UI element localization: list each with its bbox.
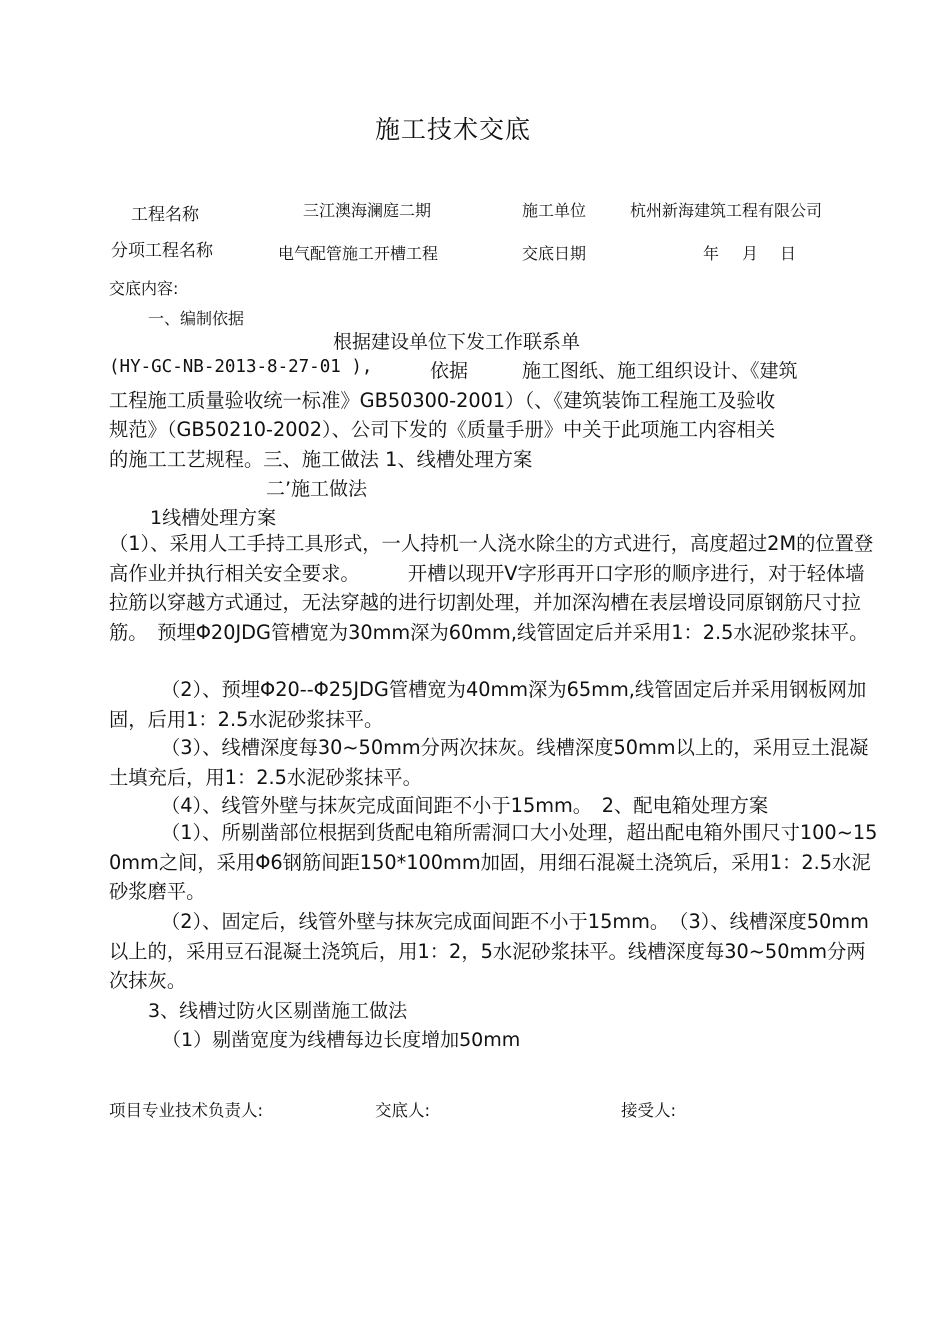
briefer-signature-label: 交底人:	[375, 1101, 431, 1120]
sub-project-label: 分项工程名称	[111, 241, 213, 261]
page-title: 施工技术交底	[374, 115, 531, 144]
basis-line-3: 工程施工质量验收统一标准》GB50300-2001）（、《建筑装饰工程施工及验收	[109, 389, 776, 412]
date-year: 年	[703, 244, 720, 263]
paragraph-7: （1）剔凿宽度为线槽每边长度增加50mm	[162, 1029, 521, 1051]
paragraph-5: （1）、所剔凿部位根据到货配电箱所需洞口大小处理，超出配电箱外围尺寸100~150mm之间，采用Φ6钢筋间距150*100mm加固，用细石混凝土浇筑后，采用1：2.5水泥砂浆磨平。	[109, 821, 878, 904]
project-name-label: 工程名称	[131, 205, 199, 225]
section-basis-heading: 一、编制依据	[148, 309, 245, 328]
basis-according: 依据	[430, 360, 469, 382]
tech-lead-signature-label: 项目专业技术负责人:	[109, 1101, 264, 1120]
content-label: 交底内容:	[109, 279, 179, 298]
paragraph-4: （4）、线管外壁与抹灰完成面间距不小于15mm。 2、配电箱处理方案	[161, 794, 769, 817]
subsection-trench-heading: 1线槽处理方案	[150, 507, 277, 529]
date-month: 月	[742, 244, 759, 263]
basis-line-1: 根据建设单位下发工作联系单	[333, 331, 581, 353]
date-day: 日	[780, 244, 797, 263]
receiver-signature-label: 接受人:	[621, 1101, 677, 1120]
construction-unit-value: 杭州新海建筑工程有限公司	[630, 201, 823, 220]
subsection-fire-zone-heading: 3、线槽过防火区剔凿施工做法	[148, 1000, 408, 1022]
paragraph-1: （1）、采用人工手持工具形式，一人持机一人浇水除尘的方式进行，高度超过2M的位置登高作业并执行相关安全要求。 开槽以现开V字形再开口字形的顺序进行，对于轻体墙拉筋以穿越方式通过，无法穿越的进行切割处理，并加深沟槽在表层增设同原钢筋尺寸拉筋。 预埋Φ20JDG管槽宽为30mm深为60mm,线管固定后并采用1：2.5水泥砂浆抹平。	[109, 532, 874, 644]
sub-project-value: 电气配管施工开槽工程	[278, 244, 439, 263]
paragraph-3: （3）、线槽深度每30~50mm分两次抹灰。线槽深度50mm以上的，采用豆土混凝土填充后，用1：2.5水泥砂浆抹平。	[109, 736, 869, 789]
date-label: 交底日期	[522, 244, 587, 263]
construction-unit-label: 施工单位	[522, 201, 587, 220]
basis-code: (HY-GC-NB-2013-8-27-01 ),	[109, 357, 373, 377]
section-method-heading: 二’施工做法	[266, 478, 368, 500]
basis-line-5: 的施工工艺规程。三、施工做法 1、线槽处理方案	[109, 448, 533, 471]
basis-line-4: 规范》（GB50210-2002）、公司下发的《质量手册》中关于此项施工内容相关	[109, 418, 776, 441]
basis-line-2: 施工图纸、施工组织设计、《建筑	[522, 360, 798, 382]
paragraph-2: （2）、预埋Φ20--Φ25JDG管槽宽为40mm深为65mm,线管固定后并采用钢板网加固，后用1：2.5水泥砂浆抹平。	[109, 678, 867, 731]
project-name-value: 三江澳海澜庭二期	[303, 201, 432, 220]
paragraph-6: （2）、固定后，线管外壁与抹灰完成面间距不小于15mm。 （3）、线槽深度50mm以上的，采用豆石混凝土浇筑后，用1：2，5水泥砂浆抹平。线槽深度每30~50mm分两次抹灰。	[109, 910, 869, 993]
